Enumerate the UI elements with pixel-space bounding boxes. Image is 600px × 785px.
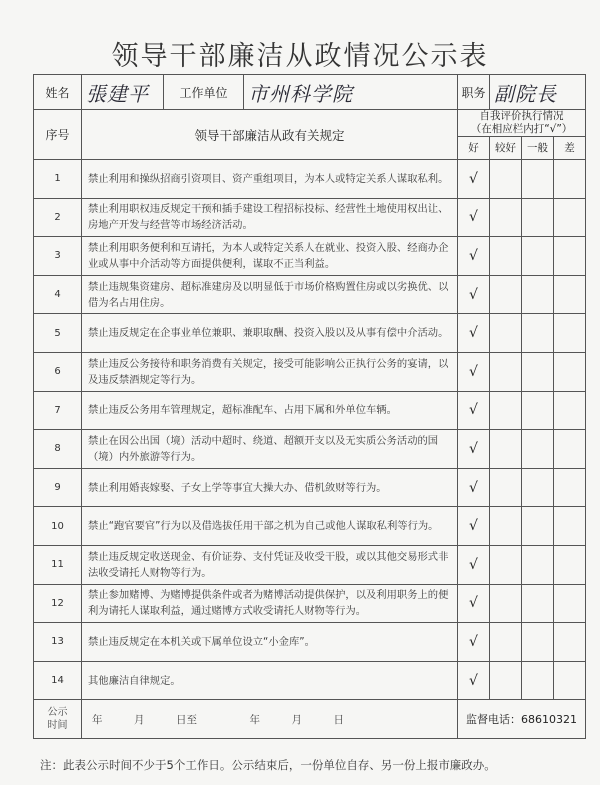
empty-cell xyxy=(522,314,554,353)
rule-text: 禁止违反规定在本机关或下属单位设立“小金库”。 xyxy=(82,623,458,662)
self-eval-line1: 自我评价执行情况 xyxy=(479,110,564,122)
item-number: 8 xyxy=(34,430,82,469)
rule-text: 禁止利用职务便利和互请托，为本人或特定关系人在就业、投资入股、经商办企业或从事中介活动等方面提供便利，谋取不正当利益。 xyxy=(82,237,458,276)
position-value-handwritten: 副院長 xyxy=(490,75,586,110)
check-mark-icon: √ xyxy=(458,430,490,469)
name-value-handwritten: 張建平 xyxy=(82,75,164,110)
empty-cell xyxy=(554,160,586,199)
empty-cell xyxy=(490,391,522,430)
empty-cell xyxy=(490,661,522,700)
item-number: 9 xyxy=(34,468,82,507)
empty-cell xyxy=(490,507,522,546)
check-mark-icon: √ xyxy=(458,314,490,353)
table-row xyxy=(34,391,586,430)
seq-header: 序号 xyxy=(34,110,82,160)
table-row xyxy=(34,314,586,353)
table-row xyxy=(34,507,586,546)
publicity-time-label-line1: 公示 xyxy=(47,707,68,719)
check-mark-icon: √ xyxy=(458,507,490,546)
empty-cell xyxy=(490,198,522,237)
check-mark-icon: √ xyxy=(458,468,490,507)
empty-cell xyxy=(490,160,522,199)
rule-text: 禁止利用婚丧嫁娶、子女上学等事宜大操大办、借机敛财等行为。 xyxy=(82,468,458,507)
item-number: 5 xyxy=(34,314,82,353)
empty-cell xyxy=(554,507,586,546)
footnote: 注：此表公示时间不少于5个工作日。公示结束后，一份单位自存、另一份上报市廉政办。 xyxy=(40,758,496,772)
rule-text: 禁止在因公出国（境）活动中超时、绕道、超额开支以及无实质公务活动的国（境）内外旅游等行为。 xyxy=(82,430,458,469)
empty-cell xyxy=(522,275,554,314)
check-mark-icon: √ xyxy=(458,623,490,662)
item-number: 4 xyxy=(34,275,82,314)
empty-cell xyxy=(490,352,522,391)
empty-cell xyxy=(490,314,522,353)
empty-cell xyxy=(522,507,554,546)
rule-text: 禁止利用和操纵招商引资项目、资产重组项目，为本人或特定关系人谋取私利。 xyxy=(82,160,458,199)
empty-cell xyxy=(554,468,586,507)
empty-cell xyxy=(554,623,586,662)
table-row xyxy=(34,198,586,237)
check-mark-icon: √ xyxy=(458,661,490,700)
item-number: 11 xyxy=(34,545,82,584)
table-row xyxy=(34,160,586,199)
phone-number: 68610321 xyxy=(521,713,578,727)
unit-value-handwritten: 市州科学院 xyxy=(244,75,458,110)
check-mark-icon: √ xyxy=(458,237,490,276)
empty-cell xyxy=(522,391,554,430)
footer-row xyxy=(34,700,586,739)
self-eval-header xyxy=(458,110,586,137)
item-number: 10 xyxy=(34,507,82,546)
disclosure-form-table xyxy=(33,74,586,739)
item-number: 14 xyxy=(34,661,82,700)
check-mark-icon: √ xyxy=(458,584,490,623)
check-mark-icon: √ xyxy=(458,545,490,584)
grade-fairly-good-header: 较好 xyxy=(490,137,522,160)
empty-cell xyxy=(554,275,586,314)
item-number: 7 xyxy=(34,391,82,430)
publicity-time-label-line2: 时间 xyxy=(47,720,68,732)
table-row xyxy=(34,545,586,584)
item-number: 12 xyxy=(34,584,82,623)
empty-cell xyxy=(522,623,554,662)
rule-text: 禁止违反公务用车管理规定，超标准配车、占用下属和外单位车辆。 xyxy=(82,391,458,430)
form-title: 领导干部廉洁从政情况公示表 xyxy=(111,41,489,72)
empty-cell xyxy=(554,314,586,353)
empty-cell xyxy=(522,661,554,700)
empty-cell xyxy=(522,198,554,237)
empty-cell xyxy=(522,160,554,199)
rule-text: 禁止违反规定在企事业单位兼职、兼职取酬、投资入股以及从事有偿中介活动。 xyxy=(82,314,458,353)
empty-cell xyxy=(490,468,522,507)
publicity-dates: 年 月 日至 年 月 日 xyxy=(82,700,458,739)
empty-cell xyxy=(554,661,586,700)
table-row xyxy=(34,623,586,662)
empty-cell xyxy=(554,430,586,469)
grade-average-header: 一般 xyxy=(522,137,554,160)
empty-cell xyxy=(490,237,522,276)
header-row xyxy=(34,75,586,110)
rule-text: 禁止“跑官要官”行为以及借选拔任用干部之机为自己或他人谋取私利等行为。 xyxy=(82,507,458,546)
table-row xyxy=(34,352,586,391)
check-mark-icon: √ xyxy=(458,352,490,391)
table-row xyxy=(34,661,586,700)
unit-label: 工作单位 xyxy=(164,75,244,110)
empty-cell xyxy=(554,352,586,391)
rule-text: 禁止违反规定收送现金、有价证券、支付凭证及收受干股，或以其他交易形式非法收受请托人财物等行为。 xyxy=(82,545,458,584)
check-mark-icon: √ xyxy=(458,160,490,199)
table-row xyxy=(34,430,586,469)
check-mark-icon: √ xyxy=(458,275,490,314)
rule-text: 禁止违反公务接待和职务消费有关规定，接受可能影响公正执行公务的宴请，以及违反禁酒规定等行为。 xyxy=(82,352,458,391)
supervision-phone xyxy=(458,700,586,739)
empty-cell xyxy=(522,430,554,469)
rule-text: 其他廉洁自律规定。 xyxy=(82,661,458,700)
rule-text: 禁止参加赌博、为赌博提供条件或者为赌博活动提供保护，以及利用职务上的便利为请托人谋取利益，通过赌博方式收受请托人财物等行为。 xyxy=(82,584,458,623)
empty-cell xyxy=(554,584,586,623)
item-number: 13 xyxy=(34,623,82,662)
empty-cell xyxy=(522,352,554,391)
check-mark-icon: √ xyxy=(458,198,490,237)
position-label: 职务 xyxy=(458,75,490,110)
grade-good-header: 好 xyxy=(458,137,490,160)
rules-header: 领导干部廉洁从政有关规定 xyxy=(82,110,458,160)
item-number: 6 xyxy=(34,352,82,391)
empty-cell xyxy=(522,545,554,584)
rule-text: 禁止利用职权违反规定干预和插手建设工程招标投标、经营性土地使用权出让、房地产开发与经营等市场经济活动。 xyxy=(82,198,458,237)
empty-cell xyxy=(522,584,554,623)
grade-poor-header: 差 xyxy=(554,137,586,160)
empty-cell xyxy=(522,468,554,507)
empty-cell xyxy=(490,584,522,623)
table-row xyxy=(34,468,586,507)
empty-cell xyxy=(490,275,522,314)
empty-cell xyxy=(554,391,586,430)
table-row xyxy=(34,275,586,314)
name-label: 姓名 xyxy=(34,75,82,110)
phone-label: 监督电话： xyxy=(466,713,522,727)
empty-cell xyxy=(554,545,586,584)
empty-cell xyxy=(554,198,586,237)
item-number: 3 xyxy=(34,237,82,276)
empty-cell xyxy=(490,545,522,584)
item-number: 2 xyxy=(34,198,82,237)
rule-text: 禁止违规集资建房、超标准建房及以明显低于市场价格购置住房或以劣换优、以借为名占用住房。 xyxy=(82,275,458,314)
empty-cell xyxy=(522,237,554,276)
column-header-row xyxy=(34,110,586,137)
empty-cell xyxy=(554,237,586,276)
table-row xyxy=(34,584,586,623)
table-row xyxy=(34,237,586,276)
item-number: 1 xyxy=(34,160,82,199)
check-mark-icon: √ xyxy=(458,391,490,430)
empty-cell xyxy=(490,430,522,469)
self-eval-line2: （在相应栏内打“√”） xyxy=(470,123,573,135)
publicity-time-label xyxy=(34,700,82,739)
empty-cell xyxy=(490,623,522,662)
